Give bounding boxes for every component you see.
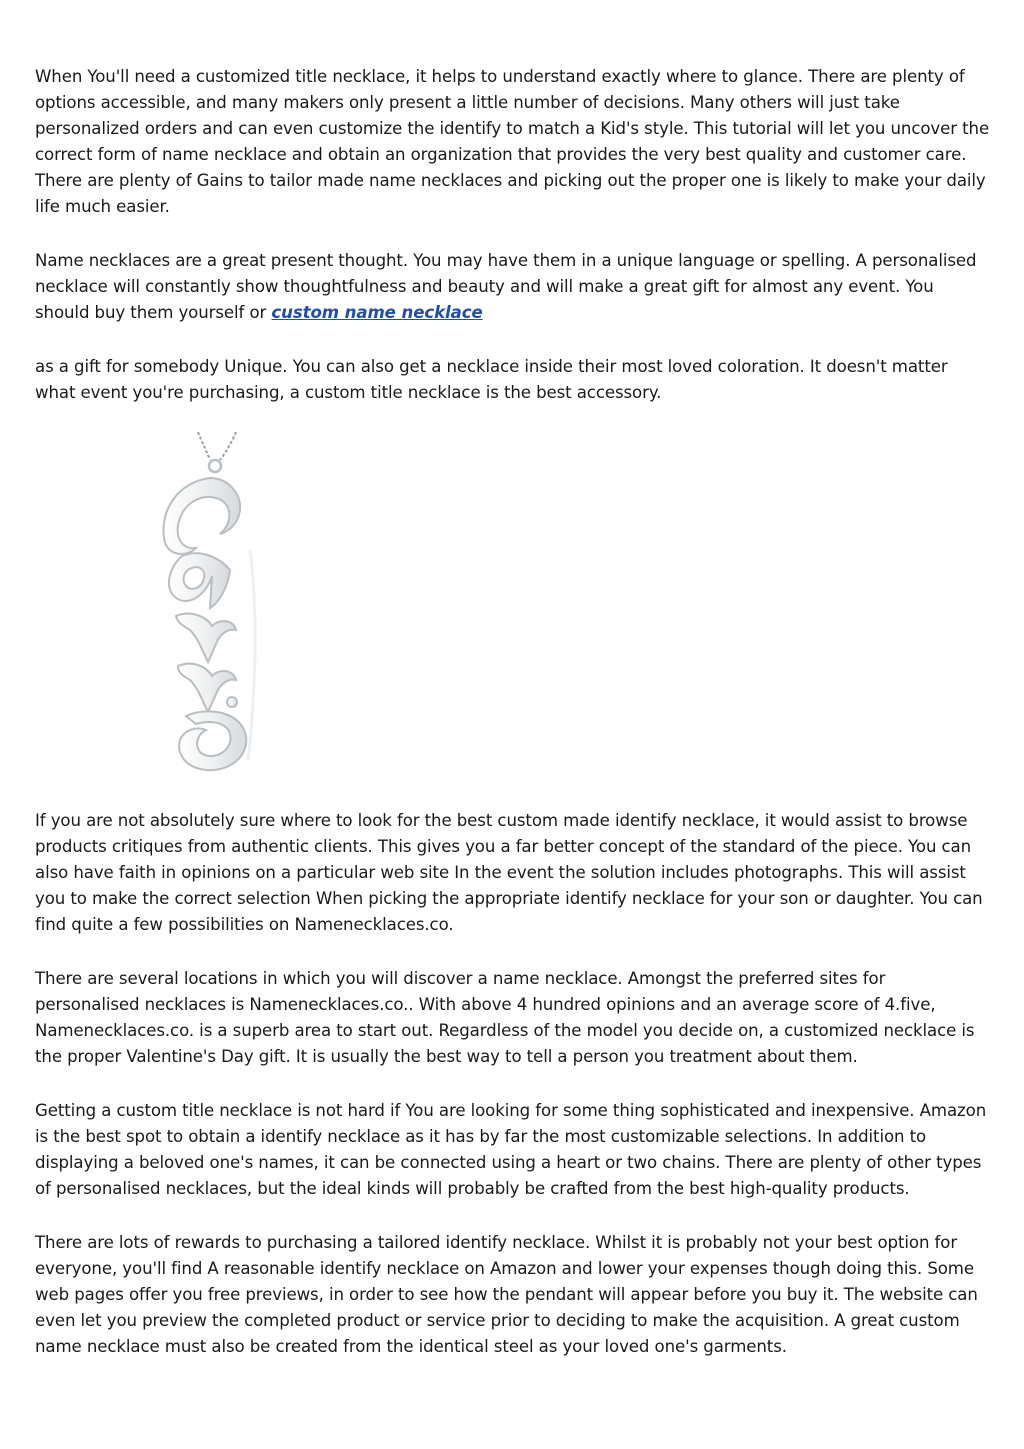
paragraph-1: When You'll need a customized title necklace, it helps to understand exactly where to glance. There are plenty of options accessible, and many makers only present a little number of decisions. Many others will just take personalized orders and can even customize the identify to match a Kid's style. This tutorial will let you uncover the correct form of name necklace and obtain an organization that provides the very best quality and customer care. There are plenty of Gains to tailor made name necklaces and picking out the proper one is likely to make your daily life much easier. [35,67,990,216]
necklace-pendant-icon [150,430,275,782]
necklace-product-image [150,430,275,782]
paragraph-6: Getting a custom title necklace is not hard if You are looking for some thing sophisticated and inexpensive. Amazon is the best spot to obtain a identify necklace as it has by far the most customizable selections. In addition to displaying a beloved one's names, it can be connected using a heart or two chains. There are plenty of other types of personalised necklaces, but the ideal kinds will probably be crafted from the best high-quality products. [35,1101,987,1198]
custom-name-necklace-link[interactable]: custom name necklace [271,303,483,322]
paragraph-2 [35,248,990,326]
paragraph-7: There are lots of rewards to purchasing a tailored identify necklace. Whilst it is probably not your best option for everyone, you'll find A reasonable identify necklace on Amazon and lower your expenses though doing this. Some web pages offer you free previews, in order to see how the pendant will appear before you buy it. The website can even let you preview the completed product or service prior to deciding to make the acquisition. A great custom name necklace must also be created from the identical steel as your loved one's garments. [35,1233,978,1356]
paragraph-3: as a gift for somebody Unique. You can also get a necklace inside their most loved coloration. It doesn't matter what event you're purchasing, a custom title necklace is the best accessory. [35,357,948,402]
paragraph-4: If you are not absolutely sure where to look for the best custom made identify necklace, it would assist to browse products critiques from authentic clients. This gives you a far better concept of the standard of the piece. You can also have faith in opinions on a particular web site In the event the solution includes photographs. This will assist you to make the correct selection When picking the appropriate identify necklace for your son or daughter. You can find quite a few possibilities on Namenecklaces.co. [35,811,983,934]
paragraph-5: There are several locations in which you will discover a name necklace. Amongst the preferred sites for personalised necklaces is Namenecklaces.co.. With above 4 hundred opinions and an average score of 4.five, Namenecklaces.co. is a superb area to start out. Regardless of the model you decide on, a customized necklace is the proper Valentine's Day gift. It is usually the best way to tell a person you treatment about them. [35,969,975,1066]
paragraph-2-text: Name necklaces are a great present thought. You may have them in a unique language or spelling. A personalised necklace will constantly show thoughtfulness and beauty and will make a great gift for almost any event. You should buy them yourself or [35,251,977,322]
